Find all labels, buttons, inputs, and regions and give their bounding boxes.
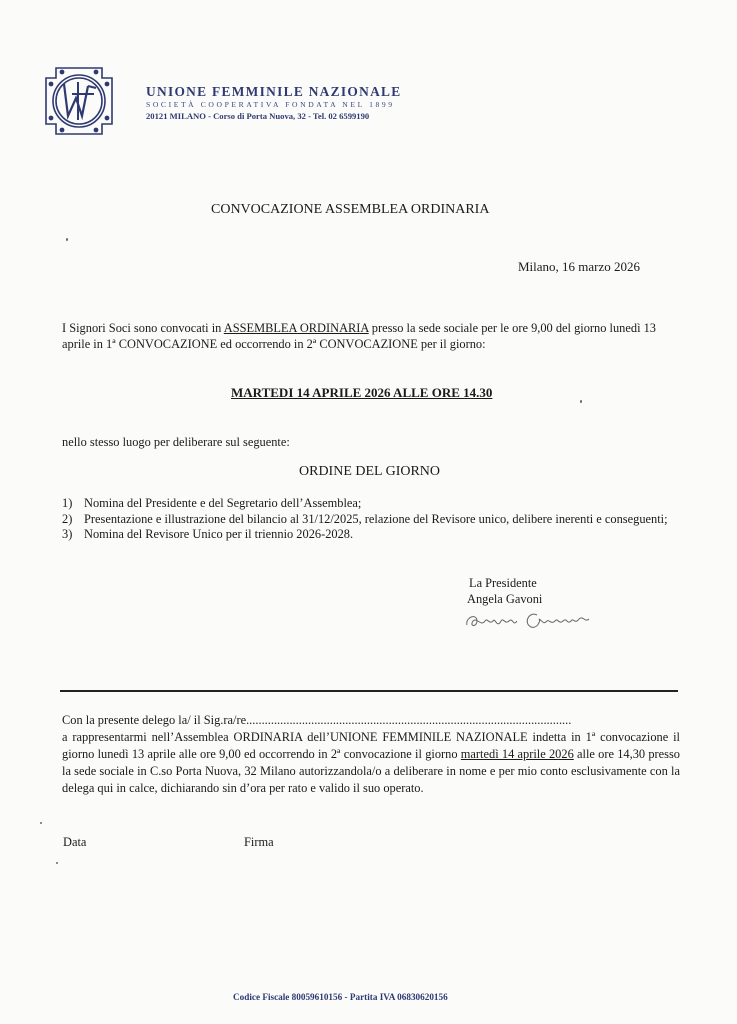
- agenda-text: Nomina del Revisore Unico per il triennio 2026-2028.: [84, 527, 354, 541]
- agenda-title: ORDINE DEL GIORNO: [299, 464, 441, 479]
- agenda-text: Nomina del Presidente e del Segretario dell’Assemblea;: [84, 496, 362, 510]
- organization-address: 20121 MILANO - Corso di Porta Nuova, 32 - Tel. 02 6599190: [146, 111, 370, 121]
- agenda-number: 2): [62, 511, 73, 526]
- proxy-body-2: alle ore 14,30 presso la sede sociale in C.so Porta Nuova, 32 Milano autorizzandola/o a deliberare in nome e per mio conto esclusivamente con la delega qui in calce, dichiarando sin d’ora per rato e valido il suo operato.: [62, 747, 680, 795]
- scan-speck: [56, 862, 58, 864]
- ufn-monogram-logo: [42, 64, 116, 138]
- handwritten-signature: [463, 607, 613, 633]
- agenda-list: [62, 496, 682, 543]
- signatory-role: La Presidente: [469, 576, 537, 590]
- agenda-number: 3): [62, 527, 73, 541]
- organization-name: UNIONE FEMMINILE NAZIONALE: [146, 84, 402, 99]
- proxy-body-1: a rappresentarmi nell’Assemblea ORDINARIA dell’UNIONE FEMMINILE NAZIONALE indetta in 1ª convocazione il giorno lunedì 13 aprile alle ore 9,00 ed occorrendo in 2ª convocazione il giorno: [62, 730, 680, 761]
- convocation-paragraph: [62, 320, 680, 352]
- organization-subtitle: SOCIETÀ COOPERATIVA FONDATA NEL 1899: [146, 100, 395, 109]
- signatory-name: Angela Gavoni: [467, 592, 543, 606]
- date-label: Data: [63, 835, 87, 849]
- proxy-body: [62, 729, 680, 797]
- scan-speck: [580, 400, 582, 403]
- second-call-date: MARTEDI 14 APRILE 2026 ALLE ORE 14.30: [231, 385, 493, 400]
- agenda-number: 1): [62, 496, 73, 510]
- intro-underlined: ASSEMBLEA ORDINARIA: [223, 321, 369, 335]
- scan-speck: [66, 238, 68, 241]
- agenda-item: [62, 496, 682, 512]
- fiscal-info-footer: Codice Fiscale 80059610156 - Partita IVA 06830620156: [233, 992, 448, 1002]
- proxy-first-line: Con la presente delego la/ il Sig.ra/re.........................................................................................................: [62, 713, 572, 727]
- document-title: CONVOCAZIONE ASSEMBLEA ORDINARIA: [211, 202, 490, 217]
- scan-speck: [40, 822, 42, 824]
- place-date: Milano, 16 marzo 2026: [518, 259, 641, 274]
- agenda-item: [62, 527, 682, 543]
- lead-in-text: nello stesso luogo per deliberare sul seguente:: [62, 435, 290, 449]
- agenda-text: Presentazione e illustrazione del bilancio al 31/12/2025, relazione del Revisore unico, delibere inerenti e conseguenti;: [84, 511, 668, 526]
- section-divider: [60, 690, 678, 692]
- proxy-date-underlined: martedì 14 aprile 2026: [460, 747, 574, 761]
- proxy-delegation-text: [62, 712, 680, 797]
- intro-text-1: I Signori Soci sono convocati in: [62, 321, 224, 335]
- signature-label: Firma: [244, 835, 274, 849]
- intro-text-2: presso la sede sociale per le ore 9,00 del giorno lunedì 13 aprile in 1ª CONVOCAZIONE ed occorrendo in 2ª CONVOCAZIONE per il giorno:: [62, 321, 656, 351]
- agenda-item: [62, 512, 682, 528]
